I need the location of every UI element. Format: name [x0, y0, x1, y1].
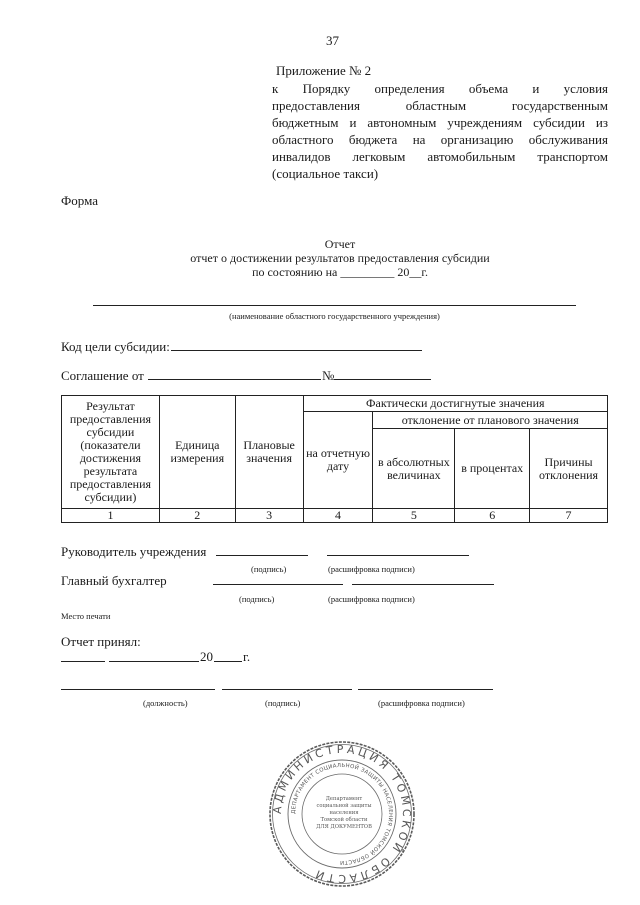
header-reasons: Причины отклонения	[530, 429, 608, 509]
institution-caption: (наименование областного государственного учреждения)	[229, 311, 440, 321]
accountant-label: Главный бухгалтер	[61, 573, 167, 588]
column-number: 7	[530, 509, 608, 523]
head-decode-line	[327, 555, 469, 556]
report-title: Отчет	[324, 237, 356, 251]
head-decode-caption: (расшифровка подписи)	[328, 564, 415, 574]
header-absolute: в абсолютных величинах	[373, 429, 455, 509]
subsidy-goal-line	[171, 350, 422, 351]
report-table	[61, 395, 608, 523]
header-planned: Плановые значения	[235, 396, 303, 509]
column-number: 3	[235, 509, 303, 523]
head-sign-line	[216, 555, 308, 556]
accountant-sign-line	[213, 584, 343, 585]
header-on-date: на отчетную дату	[303, 412, 373, 509]
report-date-line: по состоянию на _________ 20__г.	[252, 265, 428, 279]
appendix-line: предоставления областным государственным	[272, 98, 608, 113]
head-sign-caption: (подпись)	[251, 564, 287, 574]
institution-name-line	[93, 305, 576, 306]
report-subtitle: отчет о достижении результатов предоставления субсидии	[190, 251, 490, 265]
report-header	[120, 237, 560, 279]
column-number: 4	[303, 509, 373, 523]
accepted-year: 20	[200, 649, 213, 664]
header-unit: Единица измерения	[159, 396, 235, 509]
header-percent: в процентах	[455, 429, 530, 509]
appendix-text	[272, 80, 608, 182]
agreement-date-line	[148, 379, 321, 380]
stamp-center-line: Томской области	[320, 817, 368, 823]
position-caption: (должность)	[143, 698, 188, 708]
stamp-center-line: ДЛЯ ДОКУМЕНТОВ	[316, 824, 372, 830]
appendix-line: бюджетным и автономным учреждениям субсидии из	[272, 115, 608, 130]
accountant-decode-caption: (расшифровка подписи)	[328, 594, 415, 604]
header-deviation: отклонение от планового значения	[373, 412, 608, 429]
sign-caption: (подпись)	[265, 698, 301, 708]
appendix-line: к Порядку определения объема и условия	[272, 81, 608, 96]
position-line	[61, 689, 215, 690]
accountant-sign-caption: (подпись)	[239, 594, 275, 604]
column-number: 1	[62, 509, 160, 523]
stamp-center-line: Департамент	[325, 796, 363, 802]
agreement-number-sign: №	[322, 368, 335, 383]
column-number: 5	[373, 509, 455, 523]
accepted-month-line	[109, 661, 199, 662]
header-actual: Фактически достигнутые значения	[303, 396, 607, 412]
stamp-center-line: социальной защиты	[316, 803, 372, 809]
stamp-inner-text: ДЕПАРТАМЕНТ СОЦИАЛЬНОЙ ЗАЩИТЫ НАСЕЛЕНИЯ ТОМСКОЙ ОБЛАСТИ	[290, 762, 394, 866]
appendix-title: Приложение № 2	[276, 63, 372, 78]
form-label: Форма	[61, 193, 98, 208]
subsidy-goal-label: Код цели субсидии:	[61, 339, 170, 354]
appendix-line: областного бюджета на организацию обслуживания	[272, 132, 608, 147]
accepted-year-line	[214, 661, 242, 662]
stamp-outer-text: АДМИНИСТРАЦИЯ ТОМСКОЙ ОБЛАСТИ	[270, 742, 414, 886]
head-label: Руководитель учреждения	[61, 544, 207, 559]
decode-line	[358, 689, 493, 690]
agreement-label: Соглашение от	[61, 368, 144, 383]
agreement-number-line	[334, 379, 431, 380]
official-seal-stamp	[268, 740, 416, 888]
column-number: 6	[455, 509, 530, 523]
sign-line	[222, 689, 352, 690]
column-number: 2	[159, 509, 235, 523]
page-number: 37	[326, 33, 339, 48]
accepted-label: Отчет принял:	[61, 634, 141, 649]
accepted-day-line	[61, 661, 105, 662]
decode-caption: (расшифровка подписи)	[378, 698, 465, 708]
header-result: Результат предоставления субсидии (показатели достижения результата предоставления субсидии)	[62, 396, 160, 509]
appendix-line: инвалидов легковым автомобильным транспортом	[272, 149, 608, 164]
stamp-center-line: населения	[329, 810, 359, 816]
accepted-year-suffix: г.	[243, 649, 251, 664]
appendix-line: (социальное такси)	[272, 166, 379, 181]
seal-place: Место печати	[61, 611, 111, 621]
accountant-decode-line	[352, 584, 494, 585]
